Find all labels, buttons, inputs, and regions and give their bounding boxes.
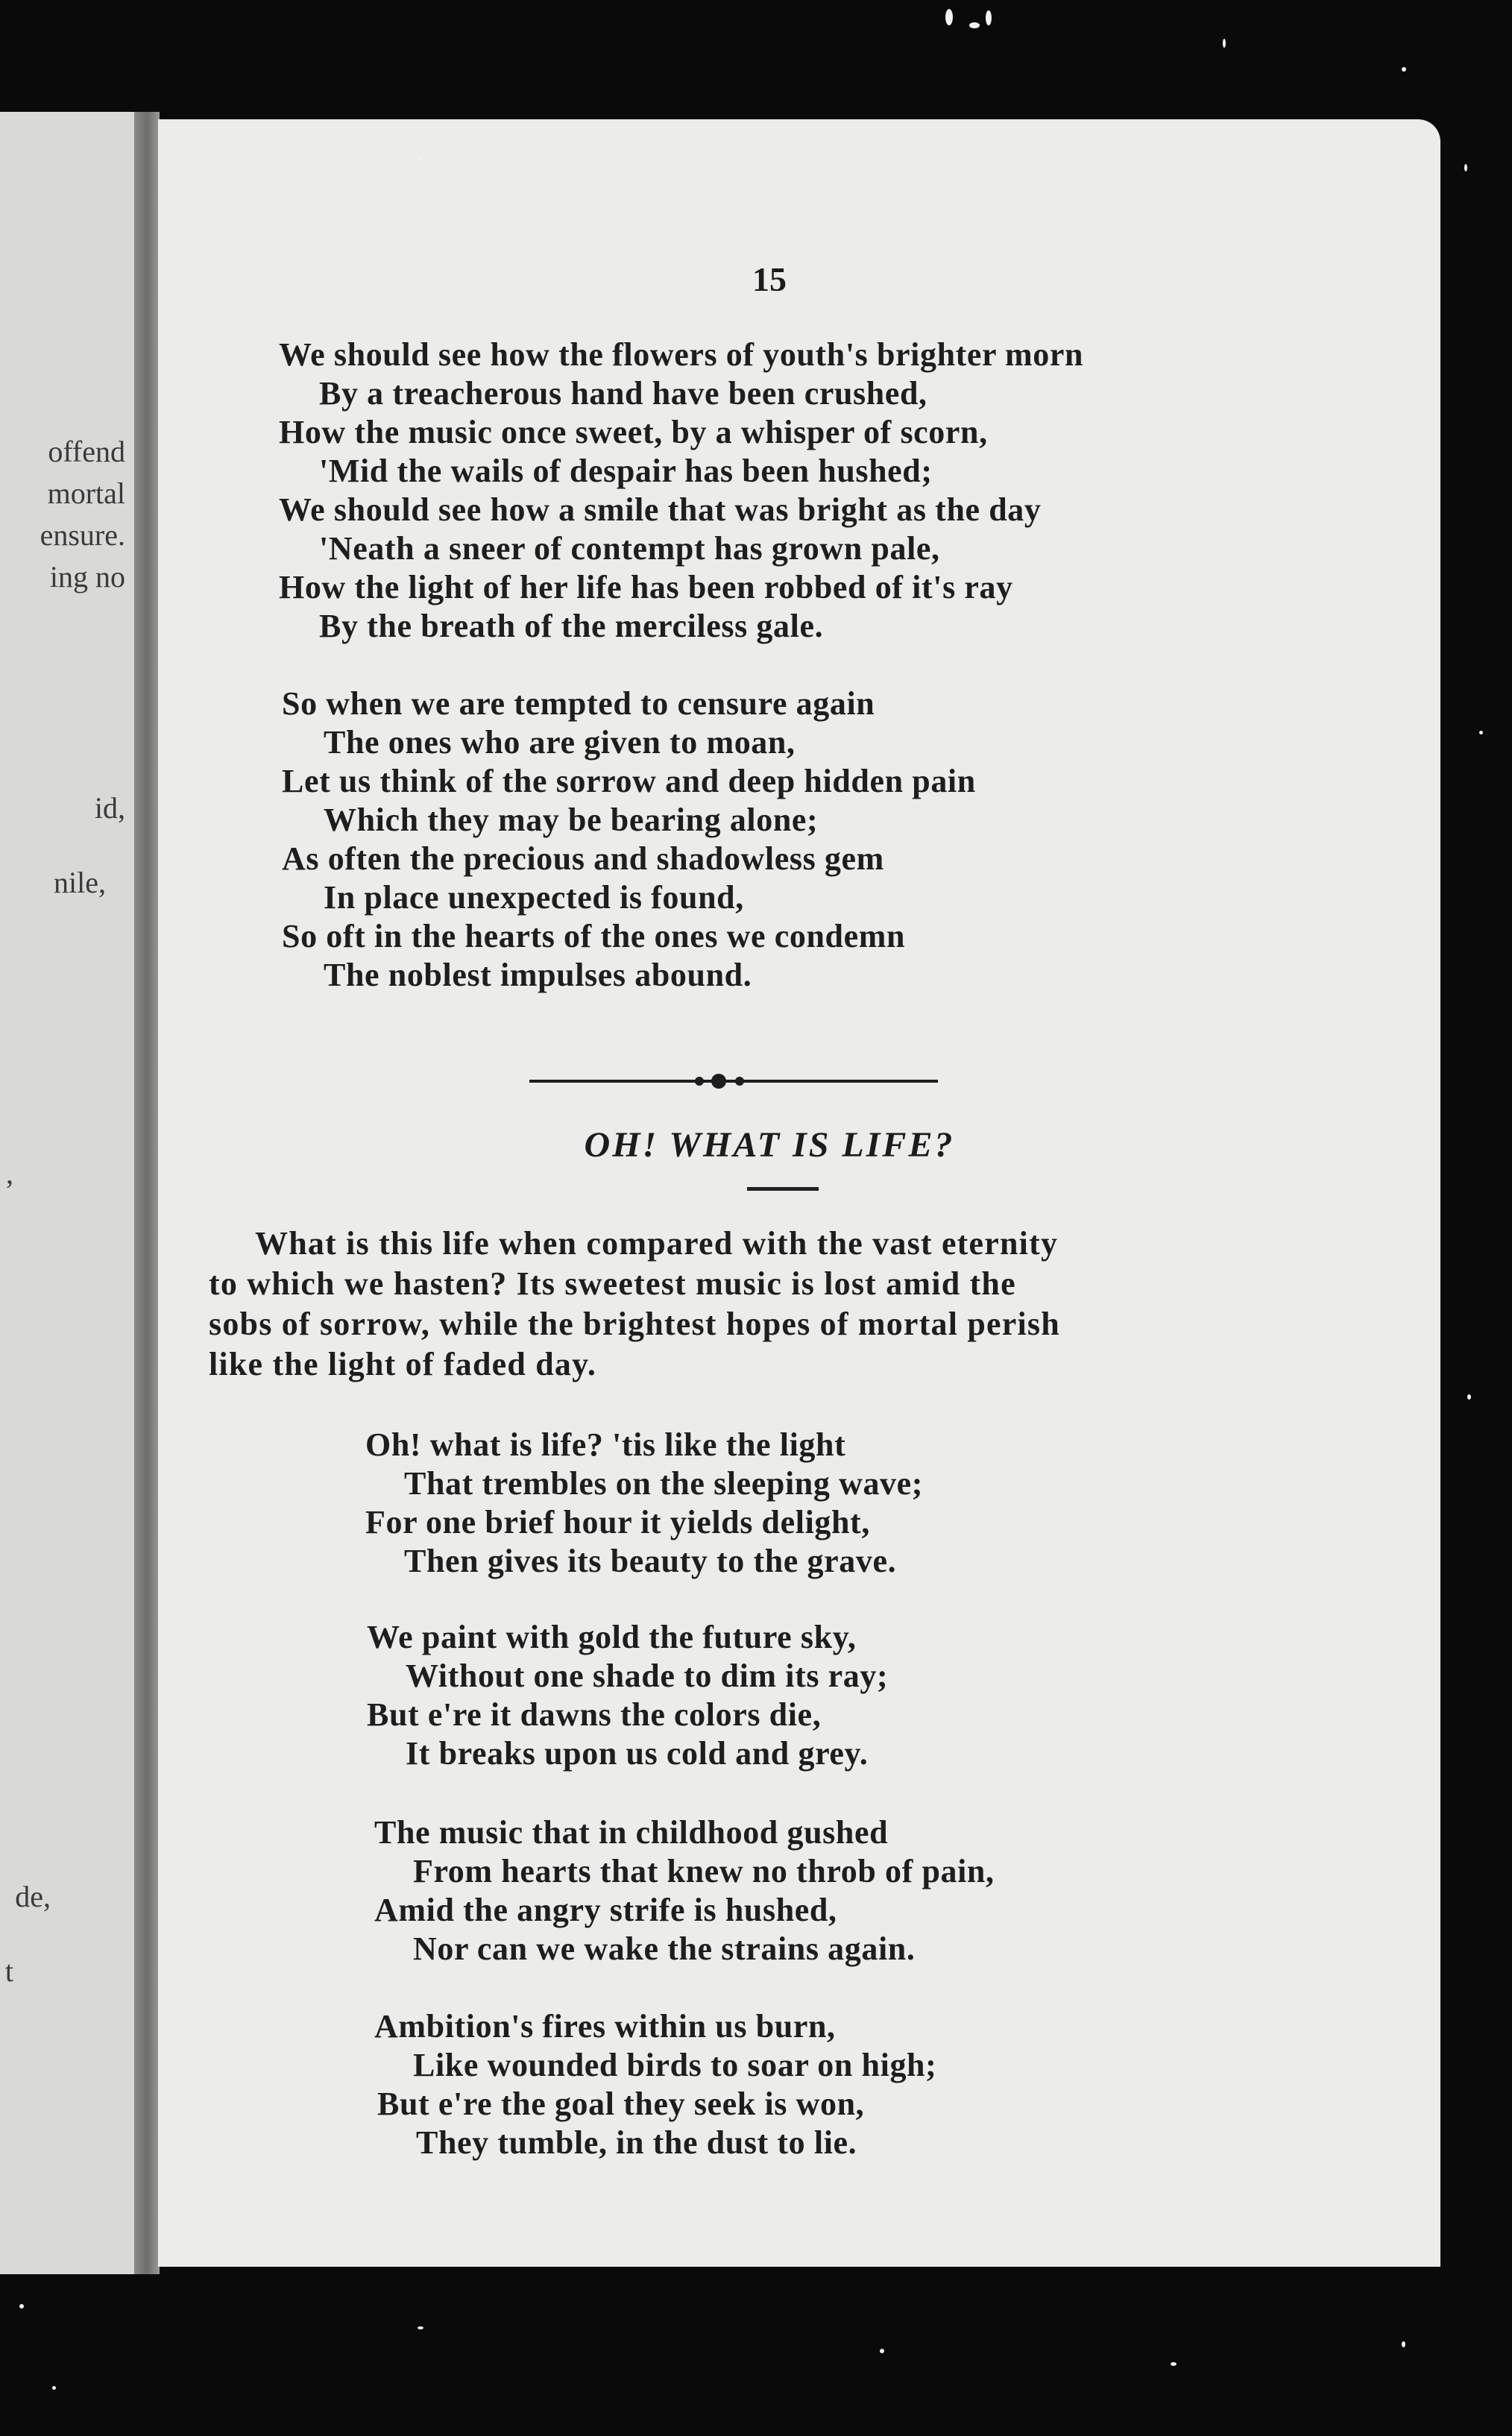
verse-line: By a treacherous hand have been crushed, [319, 375, 927, 412]
poem-title: OH! WHAT IS LIFE? [584, 1125, 955, 1165]
verse-line: The noblest impulses abound. [324, 957, 752, 993]
verse-line: Like wounded birds to soar on high; [413, 2047, 937, 2083]
verse-line: The music that in childhood gushed [374, 1814, 889, 1851]
verse-line: They tumble, in the dust to lie. [416, 2124, 857, 2161]
verse-line: Without one shade to dim its ray; [406, 1658, 889, 1694]
prose-line: like the light of faded day. [209, 1346, 597, 1382]
facing-page-fragment: ensure. [40, 518, 125, 552]
prose-line: What is this life when compared with the vast eternity [255, 1225, 1059, 1262]
title-underline [747, 1187, 819, 1191]
facing-page-fragment: de, [15, 1880, 51, 1913]
page-number: 15 [752, 260, 787, 298]
verse-line: It breaks upon us cold and grey. [406, 1735, 869, 1772]
verse-line: So when we are tempted to censure again [282, 685, 875, 722]
facing-page-fragment: nile, [54, 866, 106, 899]
verse-line: Oh! what is life? 'tis like the light [365, 1426, 846, 1463]
verse-line: Nor can we wake the strains again. [413, 1930, 916, 1967]
verse-line: We paint with gold the future sky, [367, 1619, 857, 1655]
verse-line: Amid the angry strife is hushed, [374, 1892, 837, 1928]
prose-line: to which we hasten? Its sweetest music is lost amid the [209, 1265, 1016, 1302]
facing-page-fragment: ing no [49, 560, 125, 594]
prose-line: sobs of sorrow, while the brightest hopes of mortal perish [209, 1306, 1060, 1342]
verse-line: Then gives its beauty to the grave. [404, 1543, 897, 1579]
book-page [158, 119, 1440, 2267]
verse-line: So oft in the hearts of the ones we condemn [282, 918, 906, 954]
verse-line: 'Mid the wails of despair has been hushed; [319, 453, 933, 489]
verse-line: That trembles on the sleeping wave; [404, 1465, 924, 1502]
book-gutter [134, 112, 160, 2274]
verse-line: But e're the goal they seek is won, [377, 2086, 865, 2122]
facing-page-fragment: id, [94, 791, 125, 825]
verse-line: We should see how a smile that was bright as the day [279, 491, 1042, 528]
facing-page-fragment: mortal [47, 476, 125, 510]
verse-line: As often the precious and shadowless gem [282, 840, 884, 877]
verse-line: Which they may be bearing alone; [324, 802, 819, 838]
facing-page-fragment: t [4, 1954, 13, 1988]
verse-line: The ones who are given to moan, [324, 724, 796, 761]
facing-page-fragment: , [6, 1156, 13, 1190]
verse-line: 'Neath a sneer of contempt has grown pale, [319, 530, 940, 567]
verse-line: How the light of her life has been robbed of it's ray [279, 569, 1013, 605]
facing-page-fragment: offend [48, 435, 125, 468]
verse-line: From hearts that knew no throb of pain, [413, 1853, 995, 1889]
facing-page-strip [0, 112, 142, 2274]
verse-line: Ambition's fires within us burn, [374, 2008, 836, 2045]
verse-line: But e're it dawns the colors die, [367, 1696, 822, 1733]
ornamental-divider [529, 1066, 938, 1096]
verse-line: By the breath of the merciless gale. [319, 608, 824, 644]
verse-line: How the music once sweet, by a whisper of scorn, [279, 414, 988, 450]
verse-line: We should see how the flowers of youth's brighter morn [279, 336, 1084, 373]
verse-line: Let us think of the sorrow and deep hidden pain [282, 763, 976, 799]
verse-line: In place unexpected is found, [324, 879, 744, 916]
verse-line: For one brief hour it yields delight, [365, 1504, 870, 1540]
